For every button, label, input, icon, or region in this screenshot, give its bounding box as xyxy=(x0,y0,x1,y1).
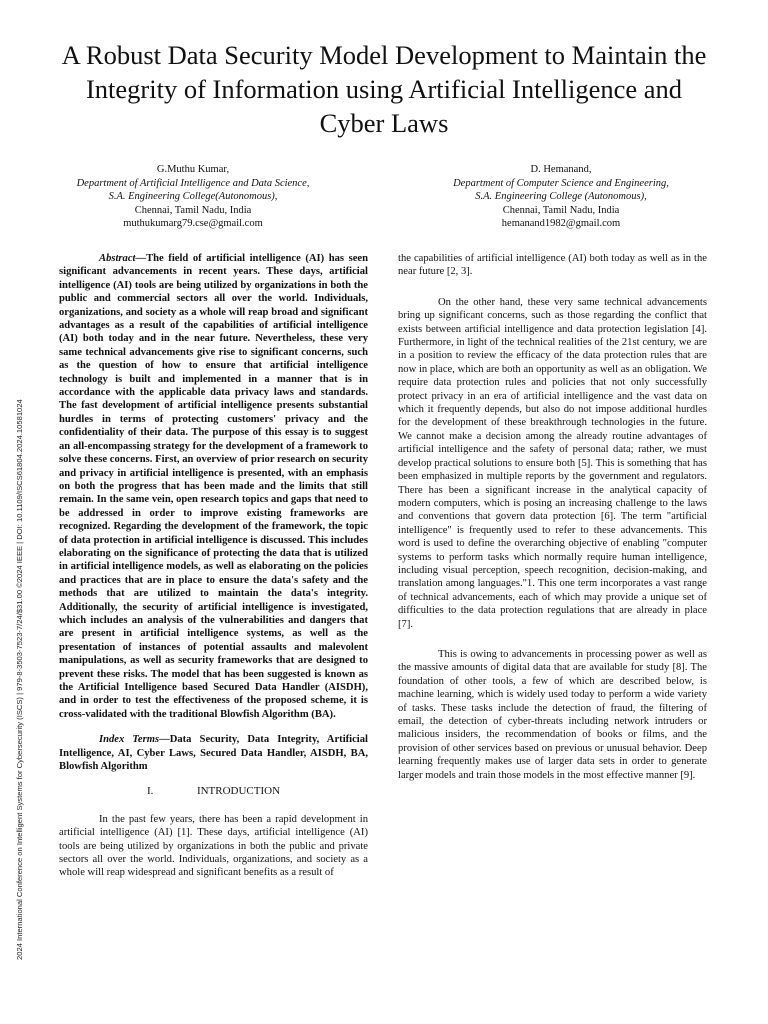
author-department: Department of Computer Science and Engineering, xyxy=(453,177,669,189)
right-column xyxy=(398,252,707,782)
section-number: I. xyxy=(146,785,154,798)
author-block-2 xyxy=(401,163,721,231)
index-terms xyxy=(59,733,368,773)
author-location: Chennai, Tamil Nadu, India xyxy=(134,204,252,216)
body-paragraph: In the past few years, there has been a rapid development in artificial intelligence (AI) [1]. These days, artificial intelligence (AI) tools are being utilized by organizations in both the public and private sectors all over the world. Individuals, organizations, and society as a whole will reap widespread and significant benefits as a result of xyxy=(59,813,368,879)
author-email: hemanand1982@gmail.com xyxy=(501,218,621,229)
index-terms-text: —Data Security, Data Integrity, Artificial Intelligence, AI, Cyber Laws, Secured Data Handler, AISDH, BA, Blowfish Algorithm xyxy=(59,734,368,773)
abstract-text: The field of artificial intelligence (AI) has seen significant advancements in recent years. These days, artificial intelligence (AI) tools are being utilized by organizations in both the public and commercial sectors all over the world. Individuals, organizations, and society as a whole will reap broad and significant advantages as a result of the capabilities of artificial intelligence (AI) both today and in the near future. Nevertheless, these very same technical advancements give rise to significant concerns, such as the question of how to ensure that artificial intelligence technology is built and implemented in a manner that is in accordance with the applicable data privacy laws and standards. The fast development of artificial intelligence presents substantial hurdles in terms of protecting customers' privacy and the confidentiality of their data. The purpose of this essay is to suggest an all-encompassing strategy for the development of a framework to solve these concerns. First, an overview of prior research on security and privacy in artificial intelligence is presented, with an emphasis on both the progress that has been made and the limits that still remain. In the same vein, open research topics and gaps that need to be addressed in order to improve existing frameworks are recognized. Regarding the development of the framework, the topic of data protection in artificial intelligence is discussed. This includes elaborating on the significance of protecting the data that is utilized in artificial intelligence models, as well as elaborating on the policies and practices that are in place to ensure the data's safety and the methods that are utilized to maintain the data's integrity. Additionally, the security of artificial intelligence is investigated, which includes an analysis of the vulnerabilities and dangers that are present in artificial intelligence systems, as well as the presentation of instances of potential assaults and malevolent manipulations, as well as security frameworks that are designed to prevent these risks. The model that has been suggested is known as the Artificial Intelligence based Secured Data Handler (AISDH), and in order to test the effectiveness of the proposed scheme, it is cross-validated with the traditional Blowfish Algorithm (BA). xyxy=(59,253,368,720)
author-name: G.Muthu Kumar, xyxy=(156,164,230,175)
author-department: Department of Artificial Intelligence and Data Science, xyxy=(76,177,310,189)
left-column xyxy=(59,252,368,880)
paper-title: A Robust Data Security Model Development to Maintain the Integrity of Information using Artificial Intelligence and Cyber Laws xyxy=(61,40,707,138)
body-paragraph: the capabilities of artificial intelligence (AI) both today as well as in the near future [2, 3]. xyxy=(398,253,707,278)
author-email: muthukumarg79.cse@gmail.com xyxy=(123,218,263,229)
author-college: S.A. Engineering College (Autonomous), xyxy=(475,191,647,202)
author-location: Chennai, Tamil Nadu, India xyxy=(502,204,620,216)
abstract-label: Abstract— xyxy=(99,253,147,264)
author-name: D. Hemanand, xyxy=(530,164,592,175)
section-title: INTRODUCTION xyxy=(196,785,281,798)
index-terms-label: Index Terms xyxy=(99,734,160,746)
copyright-sidebar: 2024 International Conference on Intelligent Systems for Cybersecurity (ISCS) | 979-8-3503-7523-7/24/$31.00 ©2024 IEEE | DOI: 10.1109/ISCS61804.2024.10581024 xyxy=(15,399,24,960)
body-paragraph: On the other hand, these very same technical advancements bring up significant concerns, such as those regarding the conflict that exists between artificial intelligence and data protection legislation [4]. Furthermore, in light of the technical realities of the 21st century, we are in a position to review the efficacy of the data protection rules that are now in place, which are both an opportunity as well as an obligation. We require data protection rules and policies that not only successfully protect privacy in an era of artificial intelligence and the vast data on which it frequently depends, but also do not impose additional hurdles for the development of these breakthrough technologies in the future. We cannot make a decision among the already routine advantages of artificial intelligence and the safety of personal data; rather, we must develop practical solutions to ensure both [5]. This is something that has been emphasized in multiple reports by the government and regulators. There has been a significant increase in the analytical capacity of modern computers, which is posing an increasing challenge to the laws and conventions that govern data protection [6]. The term "artificial intelligence" is frequently used to refer to these advancements. This word is used to define the overarching objective of enabling "computer systems to perform tasks which normally require human intelligence, including visual perception, speech recognition, decision-making, and translation among languages."1. This one term incorporates a vast range of technical advancements, each of which may provide a unique set of difficulties to the data protection regulations that are already in place [7]. xyxy=(398,296,707,630)
body-paragraph: This is owing to advancements in processing power as well as the massive amounts of digital data that are available for study [8]. The foundation of other tools, a few of which are described below, is machine learning, which is widely used today to perform a wide variety of tasks. These tasks include the detection of fraud, the filtering of email, the detection of cyber-threats including network intruders or malicious insiders, the recommendation of books or films, and the provision of other services based on previous or unusual behavior. Deep learning frequently makes use of larger data sets in order to generate larger models and train those models in the most effective manner [9]. xyxy=(398,648,707,781)
author-college: S.A. Engineering College(Autonomous), xyxy=(108,191,278,202)
author-block-1 xyxy=(33,163,353,231)
abstract xyxy=(59,252,368,721)
section-heading xyxy=(59,785,368,798)
